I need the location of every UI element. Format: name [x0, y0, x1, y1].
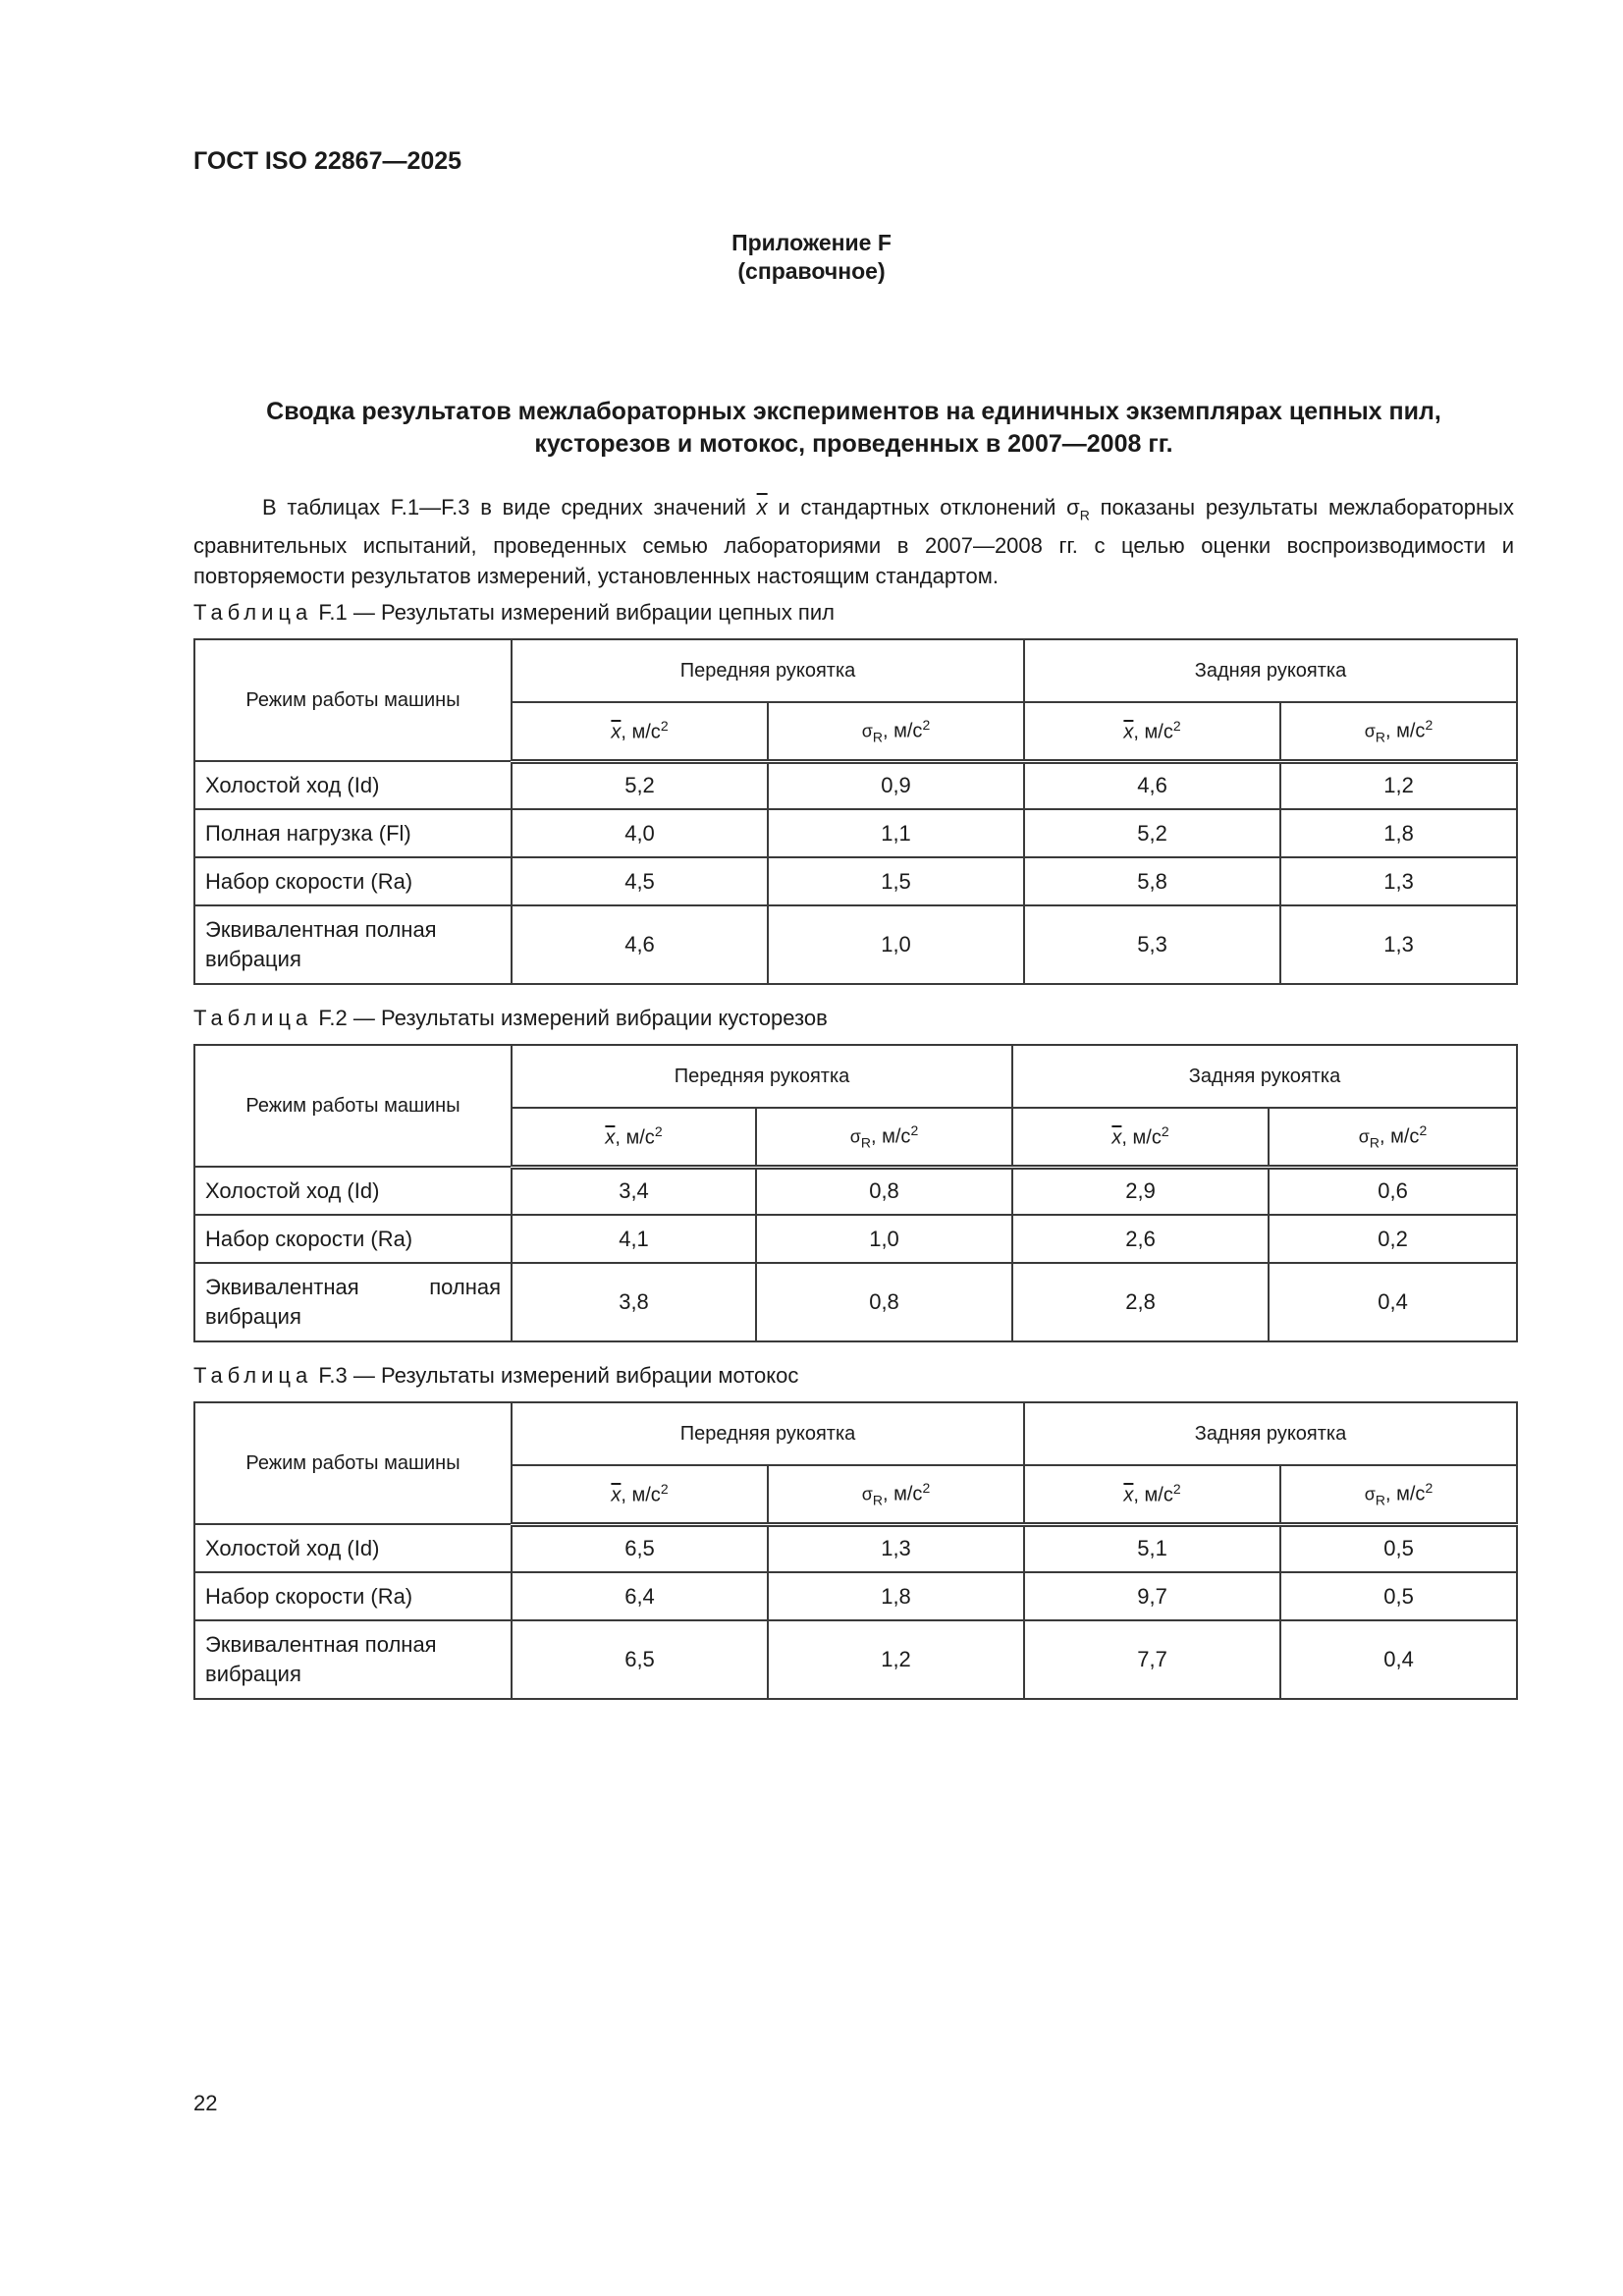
- col-front-sigma-header: $\sigma_R$, $м/с^2$: [768, 1465, 1024, 1524]
- front-mean-value: 3,4: [512, 1167, 756, 1215]
- row-mode: Холостой ход (Id): [194, 1167, 512, 1215]
- table-caption-f2: [193, 1006, 828, 1031]
- front-mean-value: 6,5: [512, 1620, 768, 1699]
- row-mode: Полная нагрузка (Fl): [194, 809, 512, 857]
- front-sigma-value: 1,0: [768, 905, 1024, 984]
- rear-sigma-value: 0,4: [1269, 1263, 1517, 1341]
- front-mean-value: 6,5: [512, 1524, 768, 1572]
- table-caption-text: — Результаты измерений вибрации кусторезов: [352, 1006, 828, 1030]
- row-mode: Эквивалентная полная вибрация: [194, 905, 512, 984]
- front-sigma-value: 1,0: [756, 1215, 1012, 1263]
- table-caption-f1: [193, 600, 835, 626]
- rear-sigma-value: 0,5: [1280, 1572, 1517, 1620]
- row-mode: Набор скорости (Ra): [194, 1572, 512, 1620]
- front-mean-value: 4,6: [512, 905, 768, 984]
- table-f3: [193, 1401, 1518, 1700]
- main-title-line-2: кусторезов и мотокос, проведенных в 2007—2008 гг.: [534, 430, 1173, 458]
- col-mode-header: Режим работы машины: [194, 1402, 512, 1524]
- row-mode: Набор скорости (Ra): [194, 1215, 512, 1263]
- table-id: F.3: [318, 1363, 348, 1388]
- rear-mean-value: 5,1: [1024, 1524, 1280, 1572]
- col-rear-mean-header: $\overline{x}$, $м/с^2$: [1012, 1108, 1269, 1167]
- rear-sigma-value: 1,2: [1280, 761, 1517, 809]
- rear-mean-value: 5,2: [1024, 809, 1280, 857]
- col-rear-handle-header: Задняя рукоятка: [1012, 1045, 1517, 1108]
- rear-sigma-value: 0,2: [1269, 1215, 1517, 1263]
- main-title-line-1: Сводка результатов межлабораторных экспериментов на единичных экземплярах цепных пил,: [266, 398, 1441, 425]
- front-sigma-value: 0,8: [756, 1167, 1012, 1215]
- table-row: [194, 1167, 1517, 1215]
- table-row: [194, 857, 1517, 905]
- col-front-mean-header: $\overline{x}$, $м/с^2$: [512, 1108, 756, 1167]
- col-front-sigma-header: $\sigma_R$, $м/с^2$: [756, 1108, 1012, 1167]
- table-row: [194, 1524, 1517, 1572]
- col-rear-mean-header: $\overline{x}$, $м/с^2$: [1024, 1465, 1280, 1524]
- col-mode-header: Режим работы машины: [194, 1045, 512, 1167]
- rear-mean-value: 7,7: [1024, 1620, 1280, 1699]
- rear-mean-value: 4,6: [1024, 761, 1280, 809]
- sigma-symbol: $\sigma_R$: [1066, 495, 1090, 523]
- rear-mean-value: 2,8: [1012, 1263, 1269, 1341]
- intro-paragraph: [193, 492, 1514, 591]
- table-id: F.1: [318, 600, 348, 625]
- rear-sigma-value: 0,6: [1269, 1167, 1517, 1215]
- mean-symbol: $\overline{x}$: [756, 495, 768, 519]
- front-mean-value: 4,0: [512, 809, 768, 857]
- col-front-mean-header: $\overline{x}$, $м/с^2$: [512, 702, 768, 761]
- col-rear-handle-header: Задняя рукоятка: [1024, 1402, 1517, 1465]
- rear-mean-value: 2,9: [1012, 1167, 1269, 1215]
- table-word: Таблица: [193, 1006, 313, 1030]
- rear-mean-value: 5,3: [1024, 905, 1280, 984]
- front-sigma-value: 1,5: [768, 857, 1024, 905]
- annex-kind: (справочное): [737, 258, 886, 284]
- rear-sigma-value: 1,3: [1280, 857, 1517, 905]
- row-mode: Набор скорости (Ra): [194, 857, 512, 905]
- col-rear-mean-header: $\overline{x}$, $м/с^2$: [1024, 702, 1280, 761]
- front-sigma-value: 0,8: [756, 1263, 1012, 1341]
- front-mean-value: 4,5: [512, 857, 768, 905]
- col-front-handle-header: Передняя рукоятка: [512, 639, 1024, 702]
- table-row: [194, 809, 1517, 857]
- row-mode: Эквивалентная полная вибрация: [194, 1620, 512, 1699]
- front-sigma-value: 1,2: [768, 1620, 1024, 1699]
- col-front-handle-header: Передняя рукоятка: [512, 1045, 1012, 1108]
- intro-text-3: показаны результаты межлабораторных сравнительных испытаний, проведенных семью лабораториями в 2007—2008 гг. с целью оценки воспроизводимости и повторяемости результатов измерений, установленных настоящим стандартом.: [193, 495, 1514, 589]
- front-sigma-value: 1,3: [768, 1524, 1024, 1572]
- table-f1: [193, 638, 1518, 985]
- col-front-handle-header: Передняя рукоятка: [512, 1402, 1024, 1465]
- table-row: [194, 1572, 1517, 1620]
- table-caption-text: — Результаты измерений вибрации цепных пил: [352, 600, 835, 625]
- table-row: [194, 905, 1517, 984]
- table-caption-f3: [193, 1363, 798, 1389]
- row-mode: Холостой ход (Id): [194, 761, 512, 809]
- table-row: [194, 1620, 1517, 1699]
- table-row: [194, 1263, 1517, 1341]
- table-word: Таблица: [193, 600, 313, 625]
- table-id: F.2: [318, 1006, 348, 1030]
- intro-text-2: и стандартных отклонений: [778, 495, 1056, 519]
- row-mode: Холостой ход (Id): [194, 1524, 512, 1572]
- front-mean-value: 5,2: [512, 761, 768, 809]
- page-number: 22: [193, 2091, 218, 2115]
- col-rear-sigma-header: $\sigma_R$, $м/с^2$: [1280, 702, 1517, 761]
- front-mean-value: 4,1: [512, 1215, 756, 1263]
- document-code: ГОСТ ISO 22867—2025: [193, 147, 462, 175]
- front-sigma-value: 0,9: [768, 761, 1024, 809]
- front-mean-value: 3,8: [512, 1263, 756, 1341]
- front-sigma-value: 1,8: [768, 1572, 1024, 1620]
- rear-sigma-value: 1,3: [1280, 905, 1517, 984]
- row-mode: Эквивалентная полная вибрация: [194, 1263, 512, 1341]
- rear-mean-value: 5,8: [1024, 857, 1280, 905]
- rear-mean-value: 9,7: [1024, 1572, 1280, 1620]
- table-word: Таблица: [193, 1363, 313, 1388]
- col-front-sigma-header: $\sigma_R$, $м/с^2$: [768, 702, 1024, 761]
- table-row: [194, 1215, 1517, 1263]
- col-rear-sigma-header: $\sigma_R$, $м/с^2$: [1280, 1465, 1517, 1524]
- annex-title: Приложение F: [731, 230, 892, 255]
- table-f2: [193, 1044, 1518, 1342]
- rear-sigma-value: 0,4: [1280, 1620, 1517, 1699]
- main-title: [193, 396, 1514, 461]
- table-caption-text: — Результаты измерений вибрации мотокос: [352, 1363, 799, 1388]
- front-sigma-value: 1,1: [768, 809, 1024, 857]
- col-front-mean-header: $\overline{x}$, $м/с^2$: [512, 1465, 768, 1524]
- col-rear-handle-header: Задняя рукоятка: [1024, 639, 1517, 702]
- rear-sigma-value: 0,5: [1280, 1524, 1517, 1572]
- rear-mean-value: 2,6: [1012, 1215, 1269, 1263]
- table-row: [194, 761, 1517, 809]
- col-mode-header: Режим работы машины: [194, 639, 512, 761]
- col-rear-sigma-header: $\sigma_R$, $м/с^2$: [1269, 1108, 1517, 1167]
- intro-text-1: В таблицах F.1—F.3 в виде средних значений: [262, 495, 746, 519]
- rear-sigma-value: 1,8: [1280, 809, 1517, 857]
- front-mean-value: 6,4: [512, 1572, 768, 1620]
